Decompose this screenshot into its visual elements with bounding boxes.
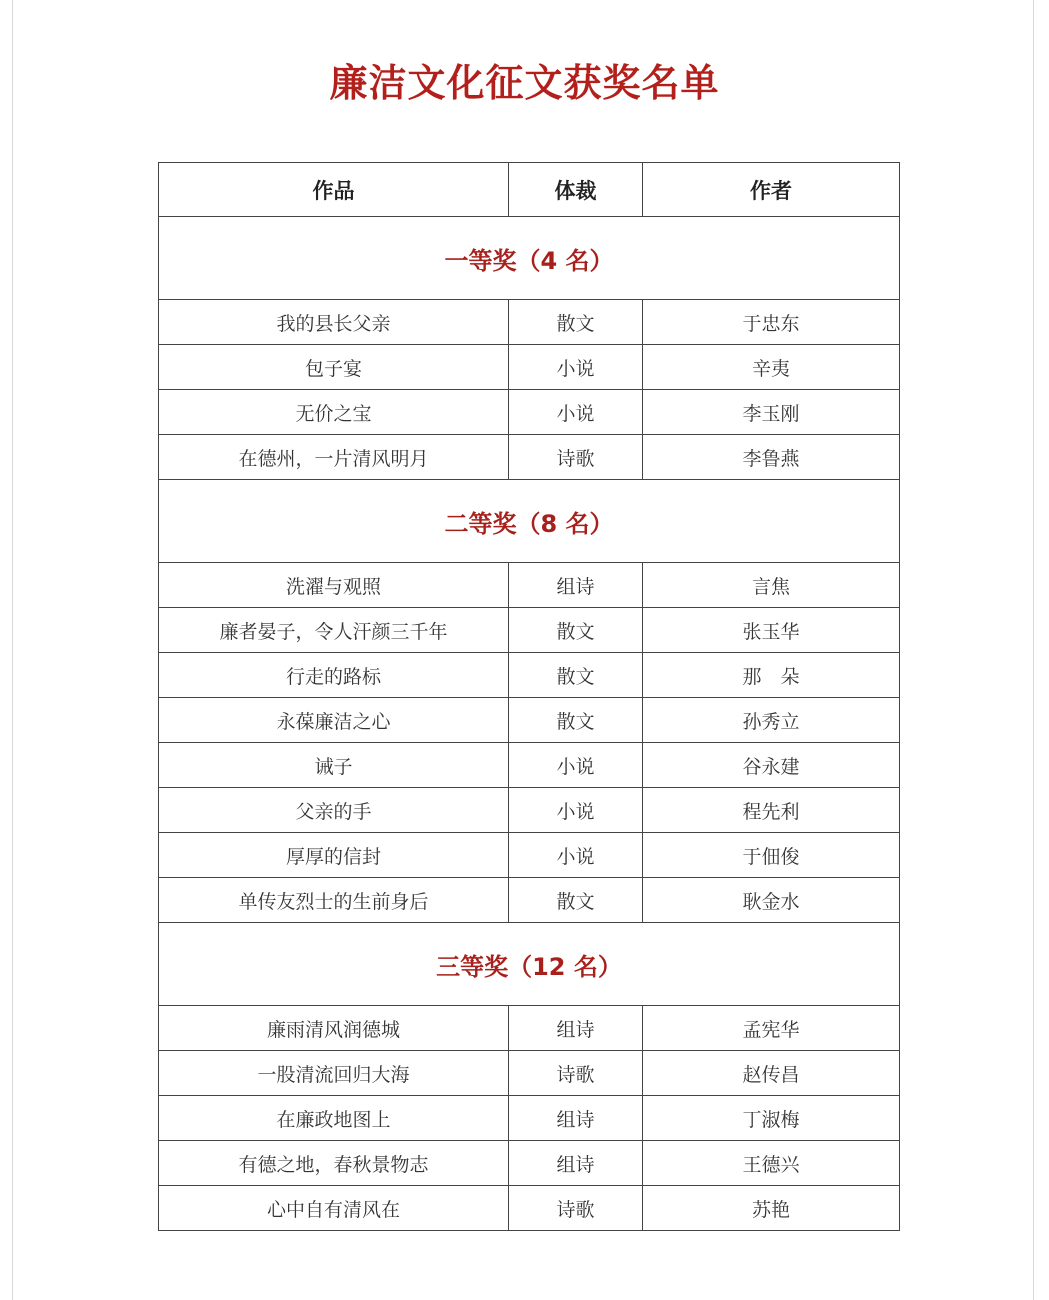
table-row [159, 345, 900, 390]
work-title: 廉者晏子，令人汗颜三千年 [159, 608, 509, 653]
genre: 小说 [509, 743, 643, 788]
table-row [159, 1096, 900, 1141]
author: 丁淑梅 [643, 1096, 900, 1141]
author: 张玉华 [643, 608, 900, 653]
author: 辛夷 [643, 345, 900, 390]
table-row [159, 300, 900, 345]
author: 孟宪华 [643, 1006, 900, 1051]
table-row [159, 833, 900, 878]
genre: 诗歌 [509, 1051, 643, 1096]
table-row [159, 1186, 900, 1231]
author: 耿金水 [643, 878, 900, 923]
work-title: 诫子 [159, 743, 509, 788]
genre: 组诗 [509, 1006, 643, 1051]
author: 赵传昌 [643, 1051, 900, 1096]
genre: 小说 [509, 390, 643, 435]
table-row [159, 878, 900, 923]
work-title: 行走的路标 [159, 653, 509, 698]
author: 于忠东 [643, 300, 900, 345]
work-title: 包子宴 [159, 345, 509, 390]
author: 言焦 [643, 563, 900, 608]
table-row [159, 698, 900, 743]
genre: 小说 [509, 833, 643, 878]
column-header-work: 作品 [159, 163, 509, 217]
author: 李鲁燕 [643, 435, 900, 480]
work-title: 心中自有清风在 [159, 1186, 509, 1231]
work-title: 在德州，一片清风明月 [159, 435, 509, 480]
work-title: 无价之宝 [159, 390, 509, 435]
genre: 散文 [509, 608, 643, 653]
work-title: 廉雨清风润德城 [159, 1006, 509, 1051]
page-edge-right [1033, 0, 1034, 1300]
table-row [159, 653, 900, 698]
work-title: 单传友烈士的生前身后 [159, 878, 509, 923]
genre: 散文 [509, 878, 643, 923]
table-row [159, 563, 900, 608]
table-row [159, 1141, 900, 1186]
section-row-second-prize [159, 480, 900, 563]
author: 程先利 [643, 788, 900, 833]
section-label: 二等奖（8 名） [159, 480, 900, 563]
genre: 组诗 [509, 1141, 643, 1186]
column-header-author: 作者 [643, 163, 900, 217]
work-title: 厚厚的信封 [159, 833, 509, 878]
author: 李玉刚 [643, 390, 900, 435]
section-row-first-prize [159, 217, 900, 300]
author: 谷永建 [643, 743, 900, 788]
genre: 小说 [509, 788, 643, 833]
work-title: 一股清流回归大海 [159, 1051, 509, 1096]
work-title: 在廉政地图上 [159, 1096, 509, 1141]
document-title: 廉洁文化征文获奖名单 [329, 61, 720, 105]
author: 苏艳 [643, 1186, 900, 1231]
genre: 散文 [509, 698, 643, 743]
genre: 组诗 [509, 1096, 643, 1141]
work-title: 有德之地，春秋景物志 [159, 1141, 509, 1186]
table-row [159, 1051, 900, 1096]
table-row [159, 608, 900, 653]
work-title: 洗濯与观照 [159, 563, 509, 608]
work-title: 我的县长父亲 [159, 300, 509, 345]
genre: 小说 [509, 345, 643, 390]
page-edge-left [12, 0, 13, 1300]
genre: 诗歌 [509, 435, 643, 480]
genre: 散文 [509, 653, 643, 698]
table-row [159, 390, 900, 435]
work-title: 永葆廉洁之心 [159, 698, 509, 743]
table-row [159, 788, 900, 833]
section-label: 一等奖（4 名） [159, 217, 900, 300]
column-header-genre: 体裁 [509, 163, 643, 217]
section-label: 三等奖（12 名） [159, 923, 900, 1006]
author: 孙秀立 [643, 698, 900, 743]
author: 那 朵 [643, 653, 900, 698]
genre: 诗歌 [509, 1186, 643, 1231]
table-row [159, 743, 900, 788]
genre: 散文 [509, 300, 643, 345]
work-title: 父亲的手 [159, 788, 509, 833]
table-row [159, 1006, 900, 1051]
author: 王德兴 [643, 1141, 900, 1186]
section-row-third-prize [159, 923, 900, 1006]
table-header-row [159, 163, 900, 217]
genre: 组诗 [509, 563, 643, 608]
award-table [158, 162, 900, 1231]
author: 于佃俊 [643, 833, 900, 878]
table-row [159, 435, 900, 480]
